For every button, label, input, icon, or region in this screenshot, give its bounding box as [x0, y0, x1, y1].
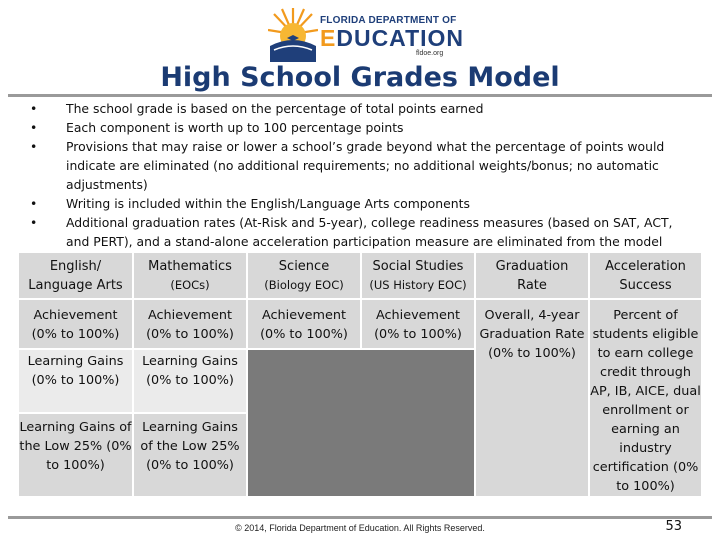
math-low25-cell: Learning Gains of the Low 25% (0% to 100%): [133, 413, 247, 496]
bullet-text: The school grade is based on the percentage of total points earned: [66, 101, 484, 116]
ela-learning-gains-cell: Learning Gains (0% to 100%): [19, 349, 133, 413]
header-social-line2: (US History EOC): [369, 277, 467, 292]
fldoe-logo: [268, 6, 465, 62]
bullet-icon: •: [30, 215, 38, 230]
bullet-text: Provisions that may raise or lower a school’s grade beyond what the percentage of points would indicate are eliminated (no additional requirements; no additional weights/bonus; no automatic adjustments): [66, 139, 665, 192]
sun-emblem-icon: [268, 6, 318, 62]
bullet-list: [30, 99, 698, 251]
ela-low25-cell: Learning Gains of the Low 25% (0% to 100%): [19, 413, 133, 496]
bullet-icon: •: [30, 139, 38, 154]
header-ela-line1: English/: [49, 258, 102, 274]
header-acceleration-line1: Acceleration: [605, 258, 686, 274]
logo-wordmark: [320, 25, 464, 52]
copyright-footer: © 2014, Florida Department of Education. All Rights Reserved.: [235, 523, 485, 533]
header-science-line2: (Biology EOC): [264, 277, 344, 292]
bullet-item: [30, 118, 698, 137]
page-number: 53: [665, 519, 682, 534]
logo-line1: FLORIDA DEPARTMENT OF: [320, 15, 457, 26]
header-science-line1: Science: [278, 258, 330, 274]
header-social-line1: Social Studies: [372, 258, 464, 274]
bullet-text: Each component is worth up to 100 percentage points: [66, 120, 404, 135]
math-learning-gains-cell: Learning Gains (0% to 100%): [133, 349, 247, 413]
bullet-text: Additional graduation rates (At-Risk and 5-year), college readiness measures (based on SAT, ACT, and PERT), and a stand-alone acceleration participation measure are eliminated from the model: [66, 215, 673, 249]
header-ela: [19, 253, 133, 299]
header-ela-line2: Language Arts: [28, 277, 123, 293]
bullet-icon: •: [30, 120, 38, 135]
science-achievement-cell: Achievement (0% to 100%): [247, 299, 361, 349]
bullet-item: [30, 194, 698, 213]
header-math: [133, 253, 247, 299]
empty-shaded-cell: [247, 349, 475, 496]
bullet-item: [30, 213, 698, 251]
logo-wordmark-initial: E: [320, 25, 337, 51]
ela-achievement-cell: Achievement (0% to 100%): [19, 299, 133, 349]
header-math-line1: Mathematics: [148, 258, 232, 274]
logo-wordmark-rest: DUCATION: [336, 25, 465, 51]
header-graduation: [475, 253, 589, 299]
bullet-icon: •: [30, 101, 38, 116]
header-graduation-line1: Graduation: [495, 258, 569, 274]
header-acceleration-line2: Success: [619, 277, 672, 293]
acceleration-success-cell: Percent of students eligible to earn college credit through AP, IB, AICE, dual enrollment or earning an industry certification (0% to 100%): [589, 299, 702, 496]
grades-model-table: [19, 253, 703, 496]
math-achievement-cell: Achievement (0% to 100%): [133, 299, 247, 349]
header-social-studies: [361, 253, 475, 299]
bullet-item: [30, 99, 698, 118]
logo-url: fldoe.org: [416, 50, 444, 57]
top-divider: [8, 94, 712, 97]
graduation-rate-cell: Overall, 4-year Graduation Rate (0% to 100%): [475, 299, 589, 496]
header-science: [247, 253, 361, 299]
header-math-line2: (EOCs): [170, 277, 210, 292]
header-graduation-line2: Rate: [517, 277, 547, 293]
social-achievement-cell: Achievement (0% to 100%): [361, 299, 475, 349]
bullet-item: [30, 137, 698, 194]
header-acceleration: [589, 253, 702, 299]
bottom-divider: [8, 516, 712, 519]
page-title: High School Grades Model: [160, 62, 560, 93]
bullet-text: Writing is included within the English/Language Arts components: [66, 196, 470, 211]
bullet-icon: •: [30, 196, 38, 211]
